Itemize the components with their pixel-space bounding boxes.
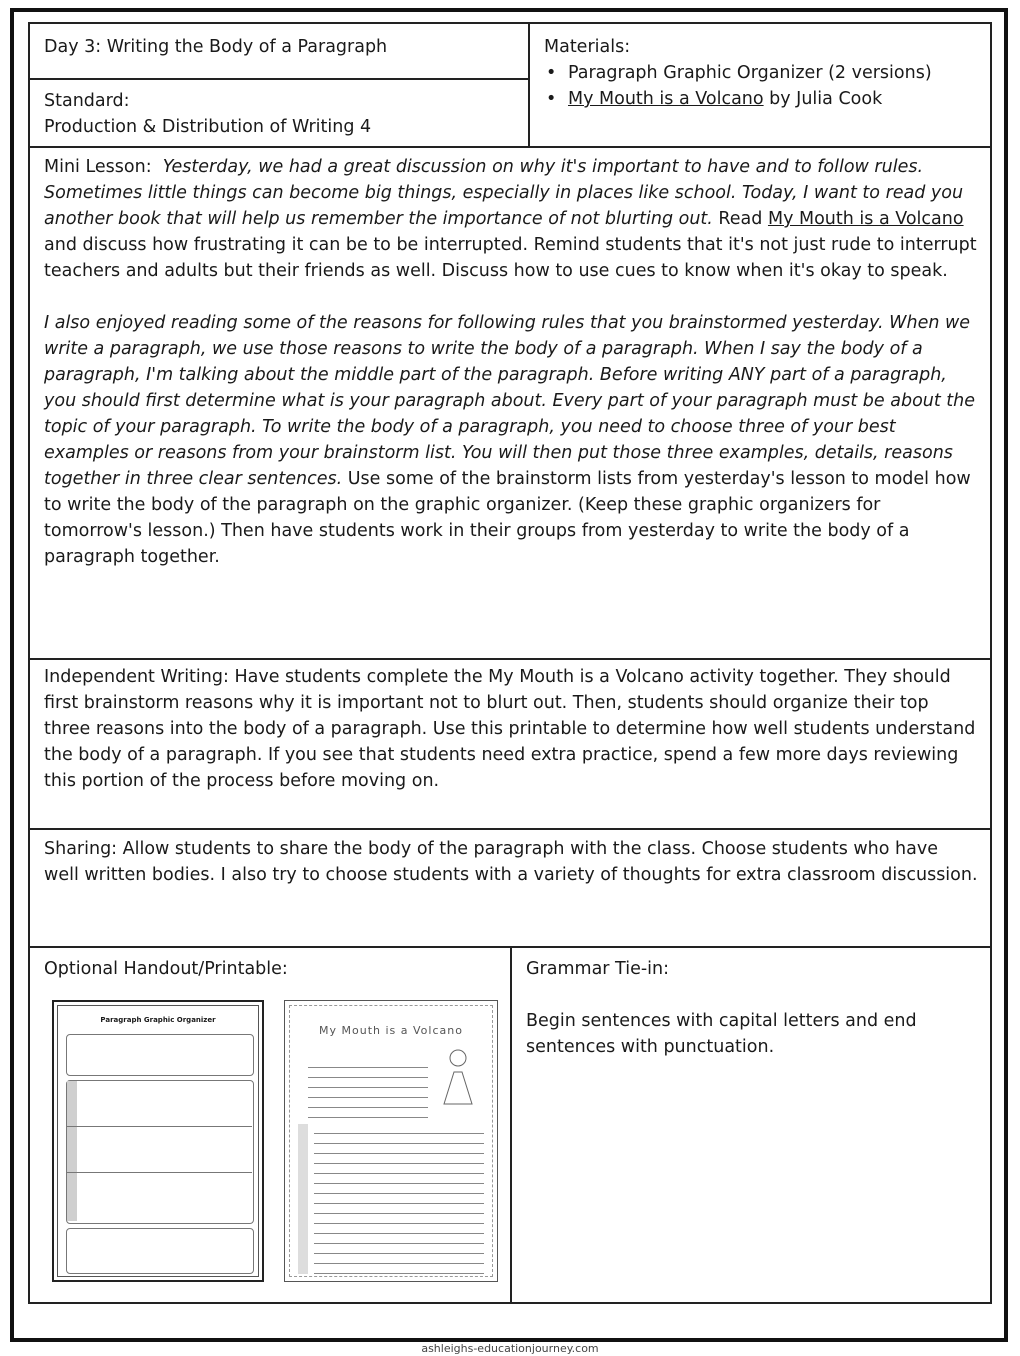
footer-url: ashleighs-educationjourney.com	[421, 1342, 599, 1355]
volcano-icon	[438, 1046, 478, 1106]
mini-lesson-label: Mini Lesson:	[44, 157, 152, 177]
sharing-label: Sharing:	[44, 839, 118, 859]
independent-writing-text: Have students complete the My Mouth is a Volcano activity together. They should first brainstorm reasons why it is important not to blurt out. Then, students should organize their top three reasons into the body of a paragraph. Use this printable to determine how well students understand the body of a paragraph. If you see that students need extra practice, spend a few more days reviewing this portion of the process before moving on.	[44, 667, 976, 791]
standard-cell	[30, 80, 528, 148]
materials-item: • My Mouth is a Volcano by Julia Cook	[568, 86, 978, 112]
sharing-cell	[30, 830, 992, 946]
grammar-cell	[512, 948, 992, 1302]
book-title: My Mouth is a Volcano	[568, 89, 764, 109]
materials-cell	[530, 24, 992, 146]
materials-item: • Paragraph Graphic Organizer (2 versions)	[568, 60, 978, 86]
mini-lesson-paragraph-2: I also enjoyed reading some of the reasons for following rules that you brainstormed yesterday. When we write a paragraph, we use those reasons to write the body of a paragraph. When I say the body of a paragraph, I'm talking about the middle part of the paragraph. Before writing ANY part of a paragraph, you should first determine what is your paragraph about. Every part of your paragraph must be about the topic of your paragraph. To write the body of a paragraph, you need to choose three of your best examples or reasons from your brainstorm list. You will then put those three examples, details, reasons together in three clear sentences. Use some of the brainstorm lists from yesterday's lesson to model how to write the body of the paragraph on the graphic organizer. (Keep these graphic organizers for tomorrow's lesson.) Then have students work in their groups from yesterday to write the body of a paragraph together.	[44, 313, 976, 567]
book-title: My Mouth is a Volcano	[767, 209, 964, 229]
standard-label: Standard:	[44, 91, 130, 111]
grammar-label: Grammar Tie-in:	[526, 959, 669, 979]
materials-label: Materials:	[544, 37, 631, 57]
thumbnail-title: Paragraph Graphic Organizer	[100, 1016, 216, 1024]
independent-writing-cell	[30, 660, 992, 828]
sharing-text: Allow students to share the body of the paragraph with the class. Choose students who have well written bodies. I also try to choose students with a variety of thoughts for extra classroom discussion.	[44, 839, 978, 885]
thumbnail-title: My Mouth is a Volcano	[319, 1024, 463, 1037]
lesson-plan-table	[28, 22, 992, 1304]
volcano-printable-thumbnail	[284, 1000, 498, 1282]
mini-lesson-cell	[30, 148, 992, 658]
materials-list	[544, 60, 978, 112]
handout-label: Optional Handout/Printable:	[44, 959, 288, 979]
day-title: Day 3: Writing the Body of a Paragraph	[44, 37, 388, 57]
graphic-organizer-thumbnail	[52, 1000, 264, 1282]
independent-writing-label: Independent Writing:	[44, 667, 229, 687]
grammar-text: Begin sentences with capital letters and end sentences with punctuation.	[526, 1011, 917, 1057]
standard-value: Production & Distribution of Writing 4	[44, 117, 372, 137]
page-frame	[10, 8, 1008, 1342]
mini-lesson-paragraph-1: Mini Lesson: Yesterday, we had a great discussion on why it's important to have and to follow rules. Sometimes little things can become big things, especially in places like school. Today, I want to read you another book that will help us remember the importance of not blurting out. Read My Mouth is a Volcano and discuss how frustrating it can be to be interrupted. Remind students that it's not just rude to interrupt teachers and adults but their friends as well. Discuss how to use cues to know when it's okay to speak.	[44, 157, 977, 281]
